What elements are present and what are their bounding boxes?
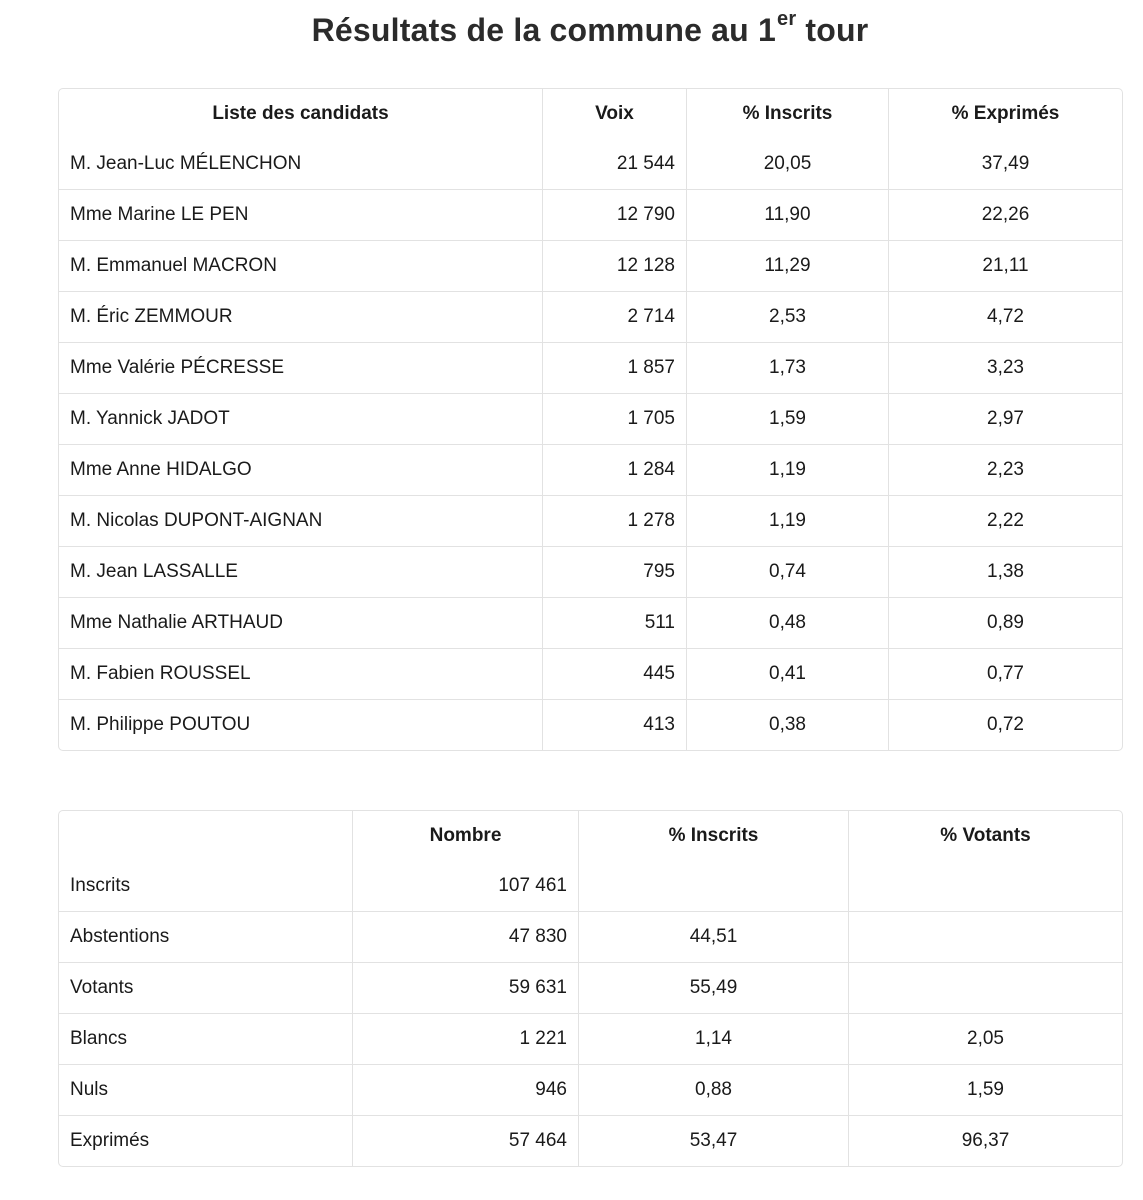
pct-registered-cell: 44,51 [578,911,848,962]
votes-cell: 413 [542,699,686,750]
candidate-name-cell: Mme Marine LE PEN [59,189,542,240]
candidate-name-cell: M. Éric ZEMMOUR [59,291,542,342]
votes-cell: 1 857 [542,342,686,393]
pct-registered-cell: 1,14 [578,1013,848,1064]
page-title [0,8,1143,49]
candidate-name-cell: Mme Valérie PÉCRESSE [59,342,542,393]
pct-registered-cell: 0,74 [686,546,888,597]
votes-cell: 12 128 [542,240,686,291]
table-row [59,495,1122,546]
votes-cell: 1 284 [542,444,686,495]
votes-cell: 795 [542,546,686,597]
number-cell: 47 830 [352,911,578,962]
summary-table-body [59,861,1122,1166]
number-cell: 1 221 [352,1013,578,1064]
table-row [59,699,1122,750]
category-cell: Nuls [59,1064,352,1115]
candidates-table-body [59,139,1122,750]
candidate-name-cell: Mme Anne HIDALGO [59,444,542,495]
summary-table [58,810,1123,1167]
title-superscript: er [777,8,797,30]
pct-registered-cell: 1,19 [686,495,888,546]
pct-voters-cell [848,911,1122,962]
category-cell: Abstentions [59,911,352,962]
votes-cell: 2 714 [542,291,686,342]
table-row [59,962,1122,1013]
category-cell: Exprimés [59,1115,352,1166]
votes-cell: 445 [542,648,686,699]
header-candidate-list: Liste des candidats [212,103,389,124]
number-cell: 59 631 [352,962,578,1013]
pct-expressed-cell: 3,23 [888,342,1122,393]
pct-registered-cell: 20,05 [686,139,888,189]
table-row [59,393,1122,444]
pct-expressed-cell: 2,23 [888,444,1122,495]
pct-registered-cell: 11,29 [686,240,888,291]
number-cell: 946 [352,1064,578,1115]
title-end: tour [796,12,869,48]
votes-cell: 511 [542,597,686,648]
table-row [59,1115,1122,1166]
category-cell: Inscrits [70,875,131,896]
table-row [59,861,1122,911]
votes-cell: 21 544 [542,139,686,189]
pct-registered-cell: 55,49 [578,962,848,1013]
header-pct-expressed: % Exprimés [888,89,1122,139]
pct-voters-cell [848,861,1122,911]
candidate-name-cell: Mme Nathalie ARTHAUD [59,597,542,648]
pct-registered-cell [578,861,848,911]
candidate-name-cell: M. Nicolas DUPONT-AIGNAN [59,495,542,546]
candidate-name-cell: M. Jean LASSALLE [59,546,542,597]
votes-cell: 12 790 [542,189,686,240]
candidate-name-cell: M. Fabien ROUSSEL [59,648,542,699]
table-row [59,1064,1122,1115]
header-pct-registered: % Inscrits [578,811,848,861]
pct-voters-cell: 2,05 [848,1013,1122,1064]
table-row [59,444,1122,495]
header-pct-registered: % Inscrits [686,89,888,139]
pct-expressed-cell: 0,72 [888,699,1122,750]
pct-expressed-cell: 2,97 [888,393,1122,444]
number-cell: 107 461 [352,861,578,911]
pct-voters-cell: 96,37 [848,1115,1122,1166]
pct-expressed-cell: 21,11 [888,240,1122,291]
table-row [59,911,1122,962]
pct-registered-cell: 0,88 [578,1064,848,1115]
header-votes: Voix [542,89,686,139]
pct-registered-cell: 53,47 [578,1115,848,1166]
pct-expressed-cell: 1,38 [888,546,1122,597]
candidate-name-cell: M. Philippe POUTOU [59,699,542,750]
header-number: Nombre [352,811,578,861]
category-cell: Blancs [59,1013,352,1064]
pct-expressed-cell: 2,22 [888,495,1122,546]
table-row [59,240,1122,291]
table-row [59,1013,1122,1064]
candidates-header-row [59,89,1122,139]
candidate-name-cell: M. Jean-Luc MÉLENCHON [70,153,302,174]
candidate-name-cell: M. Emmanuel MACRON [59,240,542,291]
pct-expressed-cell: 0,89 [888,597,1122,648]
table-row [59,597,1122,648]
summary-header-row [59,811,1122,861]
pct-expressed-cell: 4,72 [888,291,1122,342]
table-row [59,189,1122,240]
pct-registered-cell: 1,73 [686,342,888,393]
table-row [59,139,1122,189]
title-main: Résultats de la commune au 1 [311,12,776,48]
candidate-name-cell: M. Yannick JADOT [59,393,542,444]
candidates-table [58,88,1123,751]
pct-expressed-cell: 22,26 [888,189,1122,240]
pct-registered-cell: 2,53 [686,291,888,342]
votes-cell: 1 705 [542,393,686,444]
table-row [59,546,1122,597]
pct-registered-cell: 0,41 [686,648,888,699]
pct-expressed-cell: 0,77 [888,648,1122,699]
pct-registered-cell: 0,48 [686,597,888,648]
pct-registered-cell: 11,90 [686,189,888,240]
pct-registered-cell: 1,59 [686,393,888,444]
pct-voters-cell: 1,59 [848,1064,1122,1115]
pct-expressed-cell: 37,49 [888,139,1122,189]
pct-voters-cell [848,962,1122,1013]
pct-registered-cell: 0,38 [686,699,888,750]
number-cell: 57 464 [352,1115,578,1166]
table-row [59,648,1122,699]
table-row [59,291,1122,342]
pct-registered-cell: 1,19 [686,444,888,495]
header-pct-voters: % Votants [848,811,1122,861]
category-cell: Votants [59,962,352,1013]
votes-cell: 1 278 [542,495,686,546]
header-empty [59,811,352,861]
table-row [59,342,1122,393]
